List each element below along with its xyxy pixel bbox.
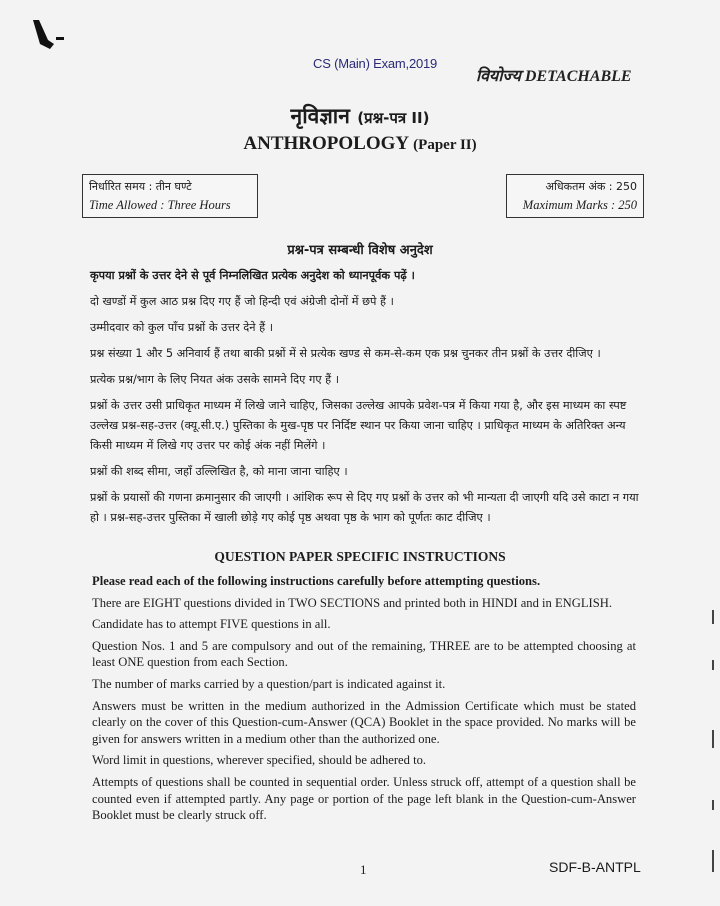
detachable-hindi: वियोज्य [476,68,521,85]
hindi-instruction: प्रश्नों के प्रयासों की गणना क्रमानुसार की जाएगी । आंशिक रूप से दिए गए प्रश्नों के उत्तर को भी मान्यता दी जाएगी यदि उसे काटा न गया हो । प्रश्न-सह-उत्तर पुस्तिका में खाली छोड़े गए कोई पृष्ठ अथवा पृष्ठ के भाग को पूर्णतः काट दीजिए । [90,491,639,524]
english-instruction: The number of marks carried by a question/part is indicated against it. [92,676,446,691]
english-instruction: Please read each of the following instructions carefully before attempting questions. [92,574,541,588]
english-instructions-heading: QUESTION PAPER SPECIFIC INSTRUCTIONS [214,549,506,564]
hindi-title-main: नृविज्ञान [290,104,350,128]
detachable-english: DETACHABLE [524,68,632,85]
time-allowed-box [82,174,258,218]
hindi-instructions [90,266,650,534]
english-instruction: Question Nos. 1 and 5 are compulsory and out of the remaining, THREE are to be attempted choosing at least ONE question from each Section. [92,638,636,670]
detachable-label [476,64,632,86]
hindi-instruction: प्रश्नों के उत्तर उसी प्राधिकृत माध्यम में लिखे जाने चाहिए, जिसका उल्लेख आपके प्रवेश-पत्र में किया गया है, और इस माध्यम का स्पष्ट उल्लेख प्रश्न-सह-उत्तर (क्यू.सी.ए.) पुस्तिका के मुख-पृष्ठ पर निर्दिष्ट स्थान पर किया जाना चाहिए । प्राधिकृत माध्यम के अतिरिक्त अन्य किसी माध्यम में लिखे गए उत्तर पर कोई अंक नहीं मिलेंगे । [90,399,627,452]
scan-mark-icon [30,18,66,52]
hindi-title [0,102,720,130]
english-title-sub: (Paper II) [413,137,477,153]
english-instruction: Answers must be written in the medium authorized in the Admission Certificate which must be stated clearly on the cover of this Question-cum-Answer (QCA) Booklet in the space provided. No marks will be given for answers written in a medium other than the authorized one. [92,698,636,746]
maximum-marks-box [506,174,644,218]
page-number: 1 [360,862,367,877]
scan-edge-marks-icon [710,600,716,900]
hindi-instruction: प्रश्नों की शब्द सीमा, जहाँ उल्लिखित है, को माना जाना चाहिए । [90,465,348,478]
paper-code: SDF-B-ANTPL [549,859,641,875]
english-instruction: There are EIGHT questions divided in TWO SECTIONS and printed both in HINDI and in ENGLISH. [92,595,612,610]
exam-stamp: CS (Main) Exam,2019 [313,56,438,71]
english-instruction: Candidate has to attempt FIVE questions in all. [92,617,331,632]
english-title [0,133,720,155]
english-instruction: Attempts of questions shall be counted in sequential order. Unless struck off, attempt of a question shall be counted even if attempted partly. Any page or portion of the page left blank in the Question-cum-Answer Booklet must be clearly struck off. [92,774,636,823]
hindi-instruction: कृपया प्रश्नों के उत्तर देने से पूर्व निम्नलिखित प्रत्येक अनुदेश को ध्यानपूर्वक पढ़ें । [90,269,415,282]
hindi-instruction: प्रत्येक प्रश्न/भाग के लिए नियत अंक उसके सामने दिए गए हैं । [90,373,340,386]
english-instructions [92,573,636,829]
hindi-instruction: उम्मीदवार को कुल पाँच प्रश्नों के उत्तर देने हैं । [90,321,274,334]
hindi-title-sub: (प्रश्न-पत्र II) [357,109,430,127]
maximum-marks-hindi: अधिकतम अंक : 250 [545,180,637,193]
english-instruction: Word limit in questions, wherever specified, should be adhered to. [92,753,427,768]
maximum-marks-english: Maximum Marks : 250 [522,198,637,212]
english-title-main: ANTHROPOLOGY [243,133,409,154]
time-allowed-hindi: निर्धारित समय : तीन घण्टे [89,180,192,193]
hindi-instructions-heading: प्रश्न-पत्र सम्बन्धी विशेष अनुदेश [287,243,433,258]
hindi-instruction: प्रश्न संख्या 1 और 5 अनिवार्य हैं तथा बाकी प्रश्नों में से प्रत्येक खण्ड से कम-से-कम एक प्रश्न चुनकर तीन प्रश्नों के उत्तर दीजिए । [90,347,601,360]
time-allowed-english: Time Allowed : Three Hours [89,198,231,212]
hindi-instruction: दो खण्डों में कुल आठ प्रश्न दिए गए हैं जो हिन्दी एवं अंग्रेजी दोनों में छपे हैं । [90,295,394,308]
